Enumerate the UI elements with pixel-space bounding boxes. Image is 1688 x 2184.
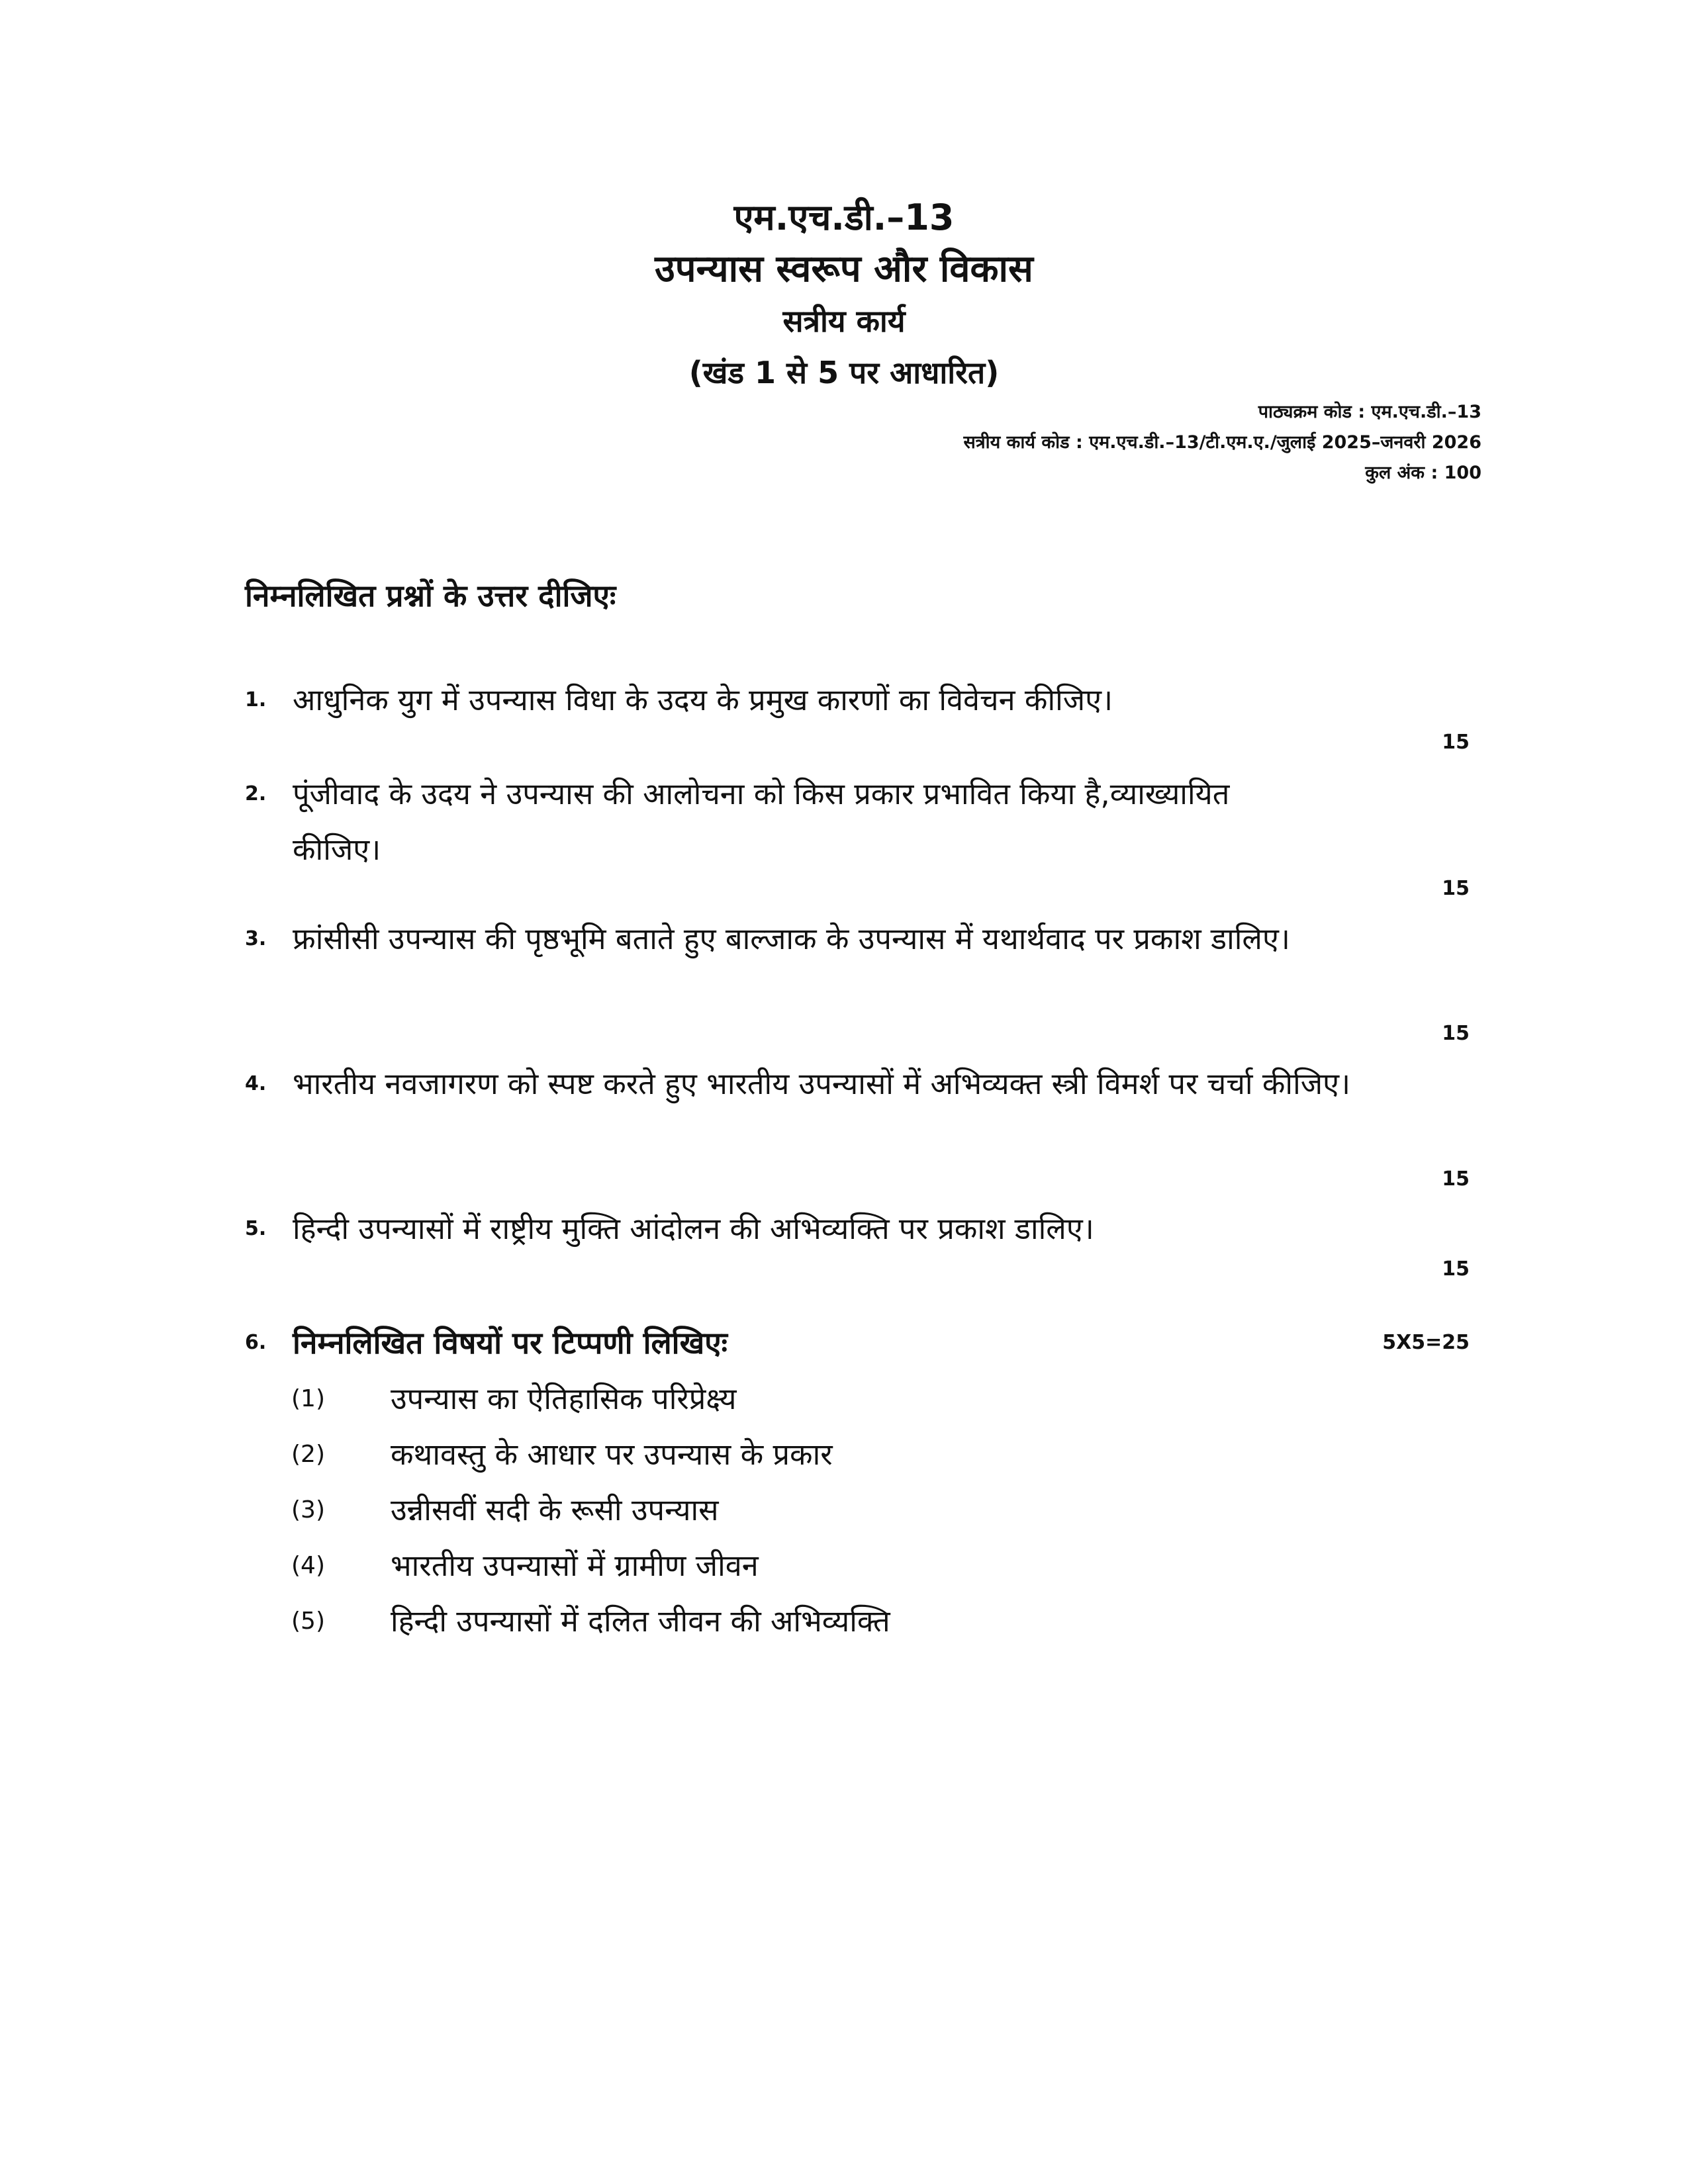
assignment-label: सत्रीय कार्य [782,303,906,339]
question-number: 5. [245,1217,267,1240]
question-4-marks: 15 [1442,1167,1470,1191]
document-header [0,192,1688,398]
question-number: 6. [245,1331,267,1354]
list-item [291,1538,1417,1594]
course-code-line: पाठ्यक्रम कोड : एम.एच.डी.–13 [1258,402,1481,422]
question-text: फ्रांसीसी उपन्यास की पृष्ठभूमि बताते हुए बाल्जाक के उपन्यास में यथार्थवाद पर प्रकाश डालिए। [293,921,1290,956]
list-item-number: (4) [291,1552,325,1579]
question-number: 4. [245,1072,267,1095]
list-item-text: उन्नीसवीं सदी के रूसी उपन्यास [391,1492,719,1527]
list-item-text: भारतीय उपन्यासों में ग्रामीण जीवन [391,1548,759,1583]
question-2 [245,766,1304,878]
total-marks-line: कुल अंक : 100 [1365,463,1481,483]
question-6-marks: 5X5=25 [1382,1331,1470,1354]
question-5-marks: 15 [1442,1257,1470,1281]
list-item-text: कथावस्तु के आधार पर उपन्यास के प्रकार [391,1437,833,1472]
question-6 [245,1321,1470,1365]
question-1-marks: 15 [1442,731,1470,754]
question-text: हिन्दी उपन्यासों में राष्ट्रीय मुक्ति आंदोलन की अभिव्यक्ति पर प्रकाश डालिए। [293,1211,1094,1246]
list-item [291,1482,1417,1538]
notes-topic-list [291,1371,1417,1649]
assignment-meta [963,397,1481,488]
list-item-text: उपन्यास का ऐतिहासिक परिप्रेक्ष्य [391,1381,737,1416]
list-item-number: (1) [291,1385,325,1412]
question-1 [245,672,1470,728]
list-item [291,1427,1417,1482]
question-number: 1. [245,688,267,711]
list-item-number: (3) [291,1496,325,1524]
list-item [291,1594,1417,1649]
course-code-heading: एम.एच.डी.–13 [733,197,955,238]
question-5 [245,1201,1470,1257]
question-text: आधुनिक युग में उपन्यास विधा के उदय के प्रमुख कारणों का विवेचन कीजिए। [293,682,1113,717]
question-3 [245,911,1470,967]
question-3-marks: 15 [1442,1022,1470,1045]
question-number: 2. [245,782,267,805]
list-item-number: (2) [291,1441,325,1468]
list-item-text: हिन्दी उपन्यासों में दलित जीवन की अभिव्यक्ति [391,1604,890,1639]
list-item [291,1371,1417,1427]
question-2-marks: 15 [1442,877,1470,900]
question-text: भारतीय नवजागरण को स्पष्ट करते हुए भारतीय उपन्यासों में अभिव्यक्त स्त्री विमर्श पर चर्चा कीजिए। [293,1066,1351,1101]
question-text: पूंजीवाद के उदय ने उपन्यास की आलोचना को किस प्रकार प्रभावित किया है,व्याख्यायित कीजिए। [293,776,1230,867]
question-4 [245,1056,1470,1112]
question-number: 3. [245,927,267,950]
assignment-code-line: सत्रीय कार्य कोड : एम.एच.डी.–13/टी.एम.ए./जुलाई 2025–जनवरी 2026 [963,432,1481,453]
question-6-heading: निम्नलिखित विषयों पर टिप्पणी लिखिएः [293,1325,727,1361]
instruction-heading: निम्नलिखित प्रश्नों के उत्तर दीजिएः [245,578,616,614]
blocks-basis: (खंड 1 से 5 पर आधारित) [688,355,1000,390]
list-item-number: (5) [291,1608,325,1635]
course-title: उपन्यास स्वरूप और विकास [655,248,1033,291]
